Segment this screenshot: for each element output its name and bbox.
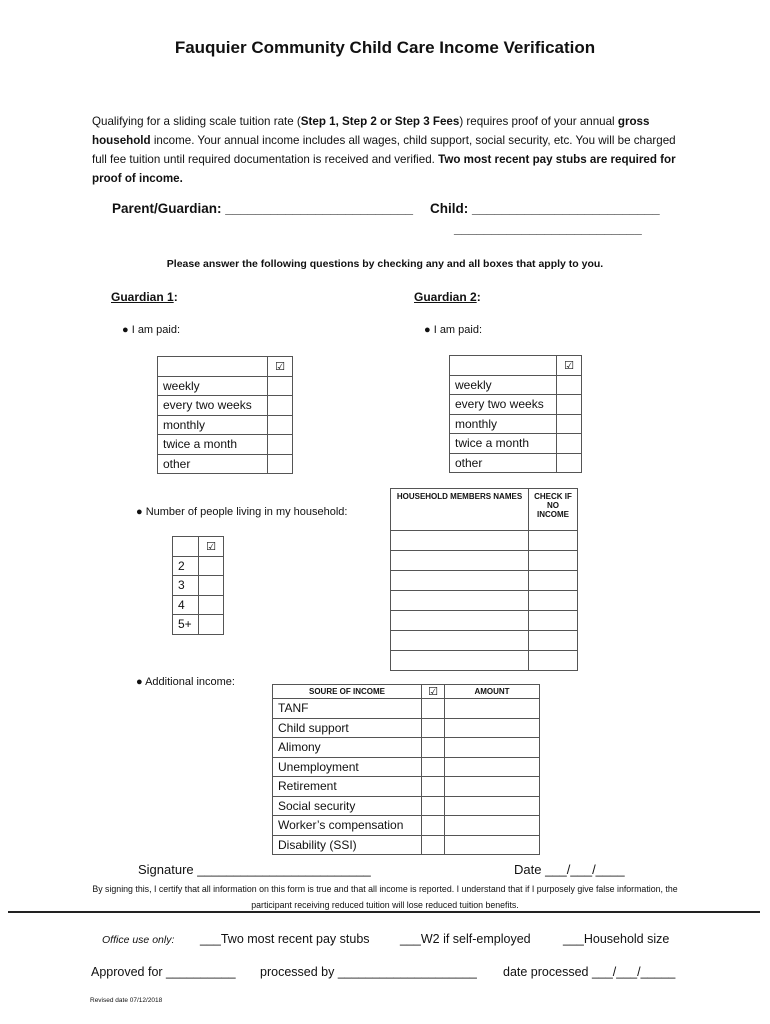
household-checkbox[interactable] bbox=[199, 595, 224, 615]
pay-checkbox[interactable] bbox=[268, 454, 293, 474]
table-row bbox=[273, 796, 540, 816]
table-row bbox=[391, 631, 578, 651]
pay-option: monthly bbox=[158, 415, 268, 435]
signature-field[interactable]: Signature ________________________ bbox=[138, 862, 371, 877]
income-source: Retirement bbox=[273, 777, 422, 797]
pay-checkbox[interactable] bbox=[268, 396, 293, 416]
table-row bbox=[391, 551, 578, 571]
table-row bbox=[273, 738, 540, 758]
member-name-cell[interactable] bbox=[391, 531, 529, 551]
household-members-table bbox=[390, 488, 578, 671]
guardian1-pay-table bbox=[157, 356, 293, 474]
pay-option: other bbox=[450, 453, 557, 473]
income-source: Unemployment bbox=[273, 757, 422, 777]
pay-checkbox[interactable] bbox=[557, 414, 582, 434]
table-row bbox=[450, 395, 582, 415]
table-row bbox=[391, 611, 578, 631]
guardian1-heading: Guardian 1: bbox=[111, 290, 178, 304]
no-income-checkbox[interactable] bbox=[529, 651, 578, 671]
no-income-checkbox[interactable] bbox=[529, 591, 578, 611]
parent-guardian-field[interactable]: Parent/Guardian: _________________________ bbox=[112, 201, 413, 216]
guardian2-heading: Guardian 2: bbox=[414, 290, 481, 304]
table-row bbox=[450, 375, 582, 395]
certification-text: By signing this, I certify that all information on this form is true and that all income is reported. I understand that if I purposely give false information, the participant receiving reduced tuition will lose reduced tuition benefits. bbox=[92, 884, 678, 910]
table-row bbox=[173, 615, 224, 635]
guardian2-paid-label: ● I am paid: bbox=[424, 324, 483, 336]
income-checkbox[interactable] bbox=[422, 738, 445, 758]
no-income-checkbox[interactable] bbox=[529, 531, 578, 551]
table-row bbox=[450, 414, 582, 434]
no-income-checkbox[interactable] bbox=[529, 551, 578, 571]
instructions: Please answer the following questions by checking any and all boxes that apply to you. bbox=[166, 258, 604, 270]
page-title: Fauquier Community Child Care Income Verification bbox=[174, 38, 596, 57]
household-label: ● Number of people living in my household: bbox=[136, 506, 348, 518]
table-row bbox=[391, 531, 578, 551]
member-name-cell[interactable] bbox=[391, 571, 529, 591]
table-row bbox=[173, 595, 224, 615]
income-amount-cell[interactable] bbox=[445, 738, 540, 758]
member-name-cell[interactable] bbox=[391, 631, 529, 651]
table-row bbox=[173, 556, 224, 576]
table-row bbox=[173, 576, 224, 596]
table-row bbox=[273, 718, 540, 738]
additional-income-label: ● Additional income: bbox=[136, 676, 235, 688]
pay-stubs-field[interactable]: ___Two most recent pay stubs bbox=[200, 932, 370, 946]
member-name-cell[interactable] bbox=[391, 651, 529, 671]
household-size-field[interactable]: ___Household size bbox=[563, 932, 670, 946]
pay-option: every two weeks bbox=[158, 396, 268, 416]
processed-by-field[interactable]: processed by ____________________ bbox=[260, 965, 477, 979]
check-header-icon: ☑ bbox=[199, 537, 224, 557]
no-income-checkbox[interactable] bbox=[529, 571, 578, 591]
income-checkbox[interactable] bbox=[422, 796, 445, 816]
table-row bbox=[158, 435, 293, 455]
source-header: SOURE OF INCOME bbox=[273, 685, 422, 699]
pay-checkbox[interactable] bbox=[268, 415, 293, 435]
check-header-icon: ☑ bbox=[268, 357, 293, 377]
pay-option: other bbox=[158, 454, 268, 474]
income-source: Child support bbox=[273, 718, 422, 738]
pay-option: twice a month bbox=[450, 434, 557, 454]
child-field[interactable]: Child: _________________________ bbox=[430, 201, 660, 216]
income-checkbox[interactable] bbox=[422, 816, 445, 836]
income-amount-cell[interactable] bbox=[445, 718, 540, 738]
pay-checkbox[interactable] bbox=[557, 395, 582, 415]
divider bbox=[8, 911, 760, 913]
table-row bbox=[391, 651, 578, 671]
household-checkbox[interactable] bbox=[199, 576, 224, 596]
pay-checkbox[interactable] bbox=[557, 375, 582, 395]
no-income-checkbox[interactable] bbox=[529, 611, 578, 631]
member-name-cell[interactable] bbox=[391, 591, 529, 611]
w2-field[interactable]: ___W2 if self-employed bbox=[400, 932, 531, 946]
income-source: Disability (SSI) bbox=[273, 835, 422, 855]
pay-checkbox[interactable] bbox=[268, 435, 293, 455]
income-amount-cell[interactable] bbox=[445, 835, 540, 855]
income-checkbox[interactable] bbox=[422, 835, 445, 855]
check-header-icon: ☑ bbox=[557, 356, 582, 376]
table-row bbox=[158, 376, 293, 396]
table-row bbox=[273, 816, 540, 836]
pay-checkbox[interactable] bbox=[557, 434, 582, 454]
income-source: Alimony bbox=[273, 738, 422, 758]
household-size-table bbox=[172, 536, 224, 635]
income-amount-cell[interactable] bbox=[445, 699, 540, 719]
income-checkbox[interactable] bbox=[422, 777, 445, 797]
pay-option: weekly bbox=[450, 375, 557, 395]
table-row bbox=[273, 777, 540, 797]
revised-date: Revised date 07/12/2018 bbox=[90, 997, 163, 1004]
household-checkbox[interactable] bbox=[199, 556, 224, 576]
table-row bbox=[158, 454, 293, 474]
date-field[interactable]: Date ___/___/____ bbox=[514, 862, 625, 877]
member-name-cell[interactable] bbox=[391, 551, 529, 571]
child-field-line2[interactable]: _________________________ bbox=[454, 221, 642, 236]
table-row bbox=[391, 591, 578, 611]
table-row bbox=[158, 396, 293, 416]
additional-income-table bbox=[272, 684, 540, 855]
income-source: TANF bbox=[273, 699, 422, 719]
pay-option: monthly bbox=[450, 414, 557, 434]
pay-option: weekly bbox=[158, 376, 268, 396]
income-source: Worker’s compensation bbox=[273, 816, 422, 836]
income-amount-cell[interactable] bbox=[445, 816, 540, 836]
income-amount-cell[interactable] bbox=[445, 777, 540, 797]
household-option: 4 bbox=[173, 595, 199, 615]
intro-paragraph: Qualifying for a sliding scale tuition rate (Step 1, Step 2 or Step 3 Fees) requires proof of your annual gross household income. Your annual income includes all wages, child support, social security, etc. You will be charged full fee tuition until required documentation is received and verified. Two most recent pay stubs are required for proof of income. bbox=[92, 115, 676, 185]
table-row bbox=[273, 835, 540, 855]
table-row bbox=[450, 453, 582, 473]
approved-for-field[interactable]: Approved for __________ bbox=[91, 965, 236, 979]
amount-header: AMOUNT bbox=[445, 685, 540, 699]
no-income-checkbox[interactable] bbox=[529, 631, 578, 651]
table-row bbox=[450, 434, 582, 454]
income-checkbox[interactable] bbox=[422, 718, 445, 738]
office-use-label: Office use only: bbox=[102, 934, 175, 946]
check-header-icon: ☑ bbox=[422, 685, 445, 699]
income-checkbox[interactable] bbox=[422, 699, 445, 719]
income-source: Social security bbox=[273, 796, 422, 816]
guardian1-paid-label: ● I am paid: bbox=[122, 324, 181, 336]
pay-checkbox[interactable] bbox=[557, 453, 582, 473]
household-option: 3 bbox=[173, 576, 199, 596]
no-income-header: CHECK IF NO INCOME bbox=[529, 489, 578, 531]
table-row bbox=[273, 699, 540, 719]
members-header: HOUSEHOLD MEMBERS NAMES bbox=[391, 489, 529, 531]
income-checkbox[interactable] bbox=[422, 757, 445, 777]
income-amount-cell[interactable] bbox=[445, 796, 540, 816]
member-name-cell[interactable] bbox=[391, 611, 529, 631]
pay-checkbox[interactable] bbox=[268, 376, 293, 396]
table-row bbox=[273, 757, 540, 777]
guardian2-pay-table bbox=[449, 355, 582, 473]
table-row bbox=[158, 415, 293, 435]
household-checkbox[interactable] bbox=[199, 615, 224, 635]
household-option: 5+ bbox=[173, 615, 199, 635]
pay-option: twice a month bbox=[158, 435, 268, 455]
household-option: 2 bbox=[173, 556, 199, 576]
income-amount-cell[interactable] bbox=[445, 757, 540, 777]
table-row bbox=[391, 571, 578, 591]
date-processed-field[interactable]: date processed ___/___/_____ bbox=[503, 965, 676, 979]
pay-option: every two weeks bbox=[450, 395, 557, 415]
